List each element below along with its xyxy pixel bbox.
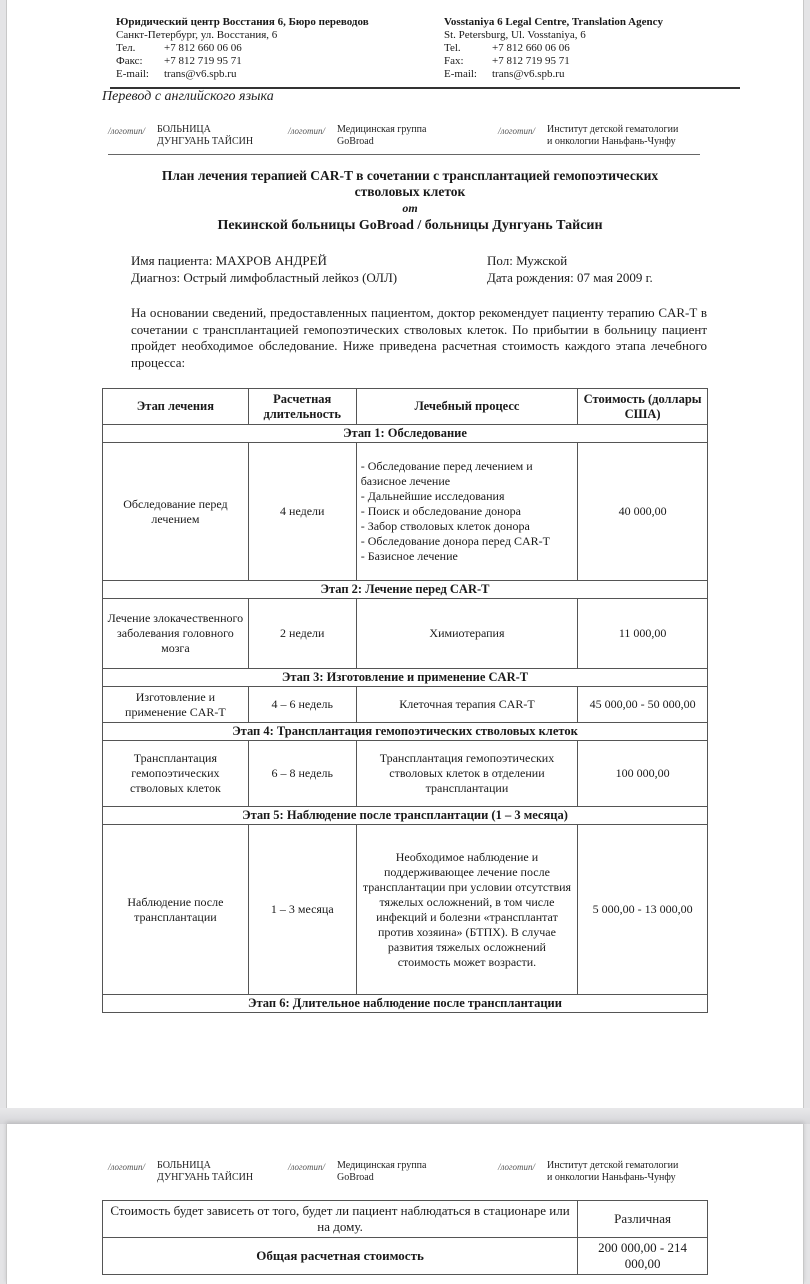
phase-cell: Обследование перед лечением xyxy=(103,443,249,581)
logo-placeholder: /логотип/ xyxy=(108,126,146,136)
logo-gobroad xyxy=(288,1160,426,1184)
tel-value: +7 812 660 06 06 xyxy=(492,42,570,54)
cost-note: Стоимость будет зависеть от того, будет ли пациент наблюдаться в стационаре или на дому. xyxy=(103,1201,578,1238)
table-row xyxy=(103,825,708,995)
patient-birth-date: Дата рождения: 07 мая 2009 г. xyxy=(487,270,653,285)
tel-label: Tel. xyxy=(444,42,461,54)
fax-value: +7 812 719 95 71 xyxy=(164,55,242,67)
intro-paragraph: На основании сведений, предоставленных пациентом, доктор рекомендует пациенту терапию CAR-T в сочетании с трансплантацией гемопоэтических стволовых клеток. По прибытии в больницу пациент пройдет необходимое обследование. Ниже приведена расчетная стоимость каждого этапа лечебного процесса: xyxy=(131,305,707,370)
email-label: E-mail: xyxy=(444,68,477,80)
treatment-plan-table xyxy=(102,388,708,1013)
page-separator xyxy=(0,1108,810,1124)
cost-cell: 5 000,00 - 13 000,00 xyxy=(578,825,708,995)
header-phase: Этап лечения xyxy=(103,389,249,425)
process-item: - Поиск и обследование донора xyxy=(360,504,521,518)
total-label: Общая расчетная стоимость xyxy=(103,1238,578,1275)
stage-title: Этап 4: Трансплантация гемопоэтических стволовых клеток xyxy=(103,723,708,741)
process-cell: Клеточная терапия CAR-T xyxy=(356,687,578,723)
logo-name: и онкологии Наньфань-Чунфу xyxy=(547,136,676,147)
patient-info xyxy=(131,252,711,286)
letterhead-en xyxy=(444,16,744,81)
process-item: - Обследование перед лечением и базисное лечение xyxy=(360,459,533,488)
document-title xyxy=(110,168,710,235)
logo-dongguan xyxy=(108,124,253,148)
table-row xyxy=(103,443,708,581)
table-row xyxy=(103,1238,708,1275)
agency-title-ru: Юридический центр Восстания 6, Бюро переводов xyxy=(116,16,369,28)
address-ru: Санкт-Петербург, ул. Восстания, 6 xyxy=(116,29,278,41)
logo-name: БОЛЬНИЦА xyxy=(157,1160,211,1171)
stage-row xyxy=(103,723,708,741)
logo-name: GoBroad xyxy=(337,1172,374,1183)
header-process: Лечебный процесс xyxy=(356,389,578,425)
translation-note: Перевод с английского языка xyxy=(102,89,274,104)
phase-cell: Лечение злокачественного заболевания головного мозга xyxy=(103,599,249,669)
duration-cell: 1 – 3 месяца xyxy=(248,825,356,995)
logo-name: Институт детской гематологии xyxy=(547,124,679,135)
tel-label: Тел. xyxy=(116,42,136,54)
stage-title: Этап 5: Наблюдение после трансплантации (1 – 3 месяца) xyxy=(103,807,708,825)
logo-name: ДУНГУАНЬ ТАЙСИН xyxy=(157,1172,254,1183)
logo-name: БОЛЬНИЦА xyxy=(157,124,211,135)
duration-cell: 2 недели xyxy=(248,599,356,669)
email-value: trans@v6.spb.ru xyxy=(164,68,237,80)
patient-gender: Пол: Мужской xyxy=(487,253,568,268)
duration-cell: 4 – 6 недель xyxy=(248,687,356,723)
phase-cell: Изготовление и применение CAR-T xyxy=(103,687,249,723)
process-cell: Химиотерапия xyxy=(356,599,578,669)
stage-row xyxy=(103,425,708,443)
logo-bar-page-2 xyxy=(108,1160,700,1194)
process-item: - Забор стволовых клеток донора xyxy=(360,519,530,533)
agency-title-en: Vosstaniya 6 Legal Centre, Translation Agency xyxy=(444,16,663,28)
title-org: Пекинской больницы GoBroad / больницы Дунгуань Тайсин xyxy=(217,218,603,233)
logo-name: Медицинская группа xyxy=(337,1160,427,1171)
title-line: стволовых клеток xyxy=(354,184,466,199)
process-item: - Базисное лечение xyxy=(360,549,458,563)
fax-label: Fax: xyxy=(444,55,464,67)
table-row xyxy=(103,741,708,807)
process-item: - Дальнейшие исследования xyxy=(360,489,505,503)
table-row xyxy=(103,687,708,723)
logo-placeholder: /логотип/ xyxy=(498,1162,536,1172)
letterhead-ru xyxy=(116,16,436,81)
process-cell: Необходимое наблюдение и поддерживающее лечение после трансплантации при условии отсутствия тяжелых осложнений, в том числе инфекций и болезни «трансплантат против хозяина» (БТПХ). В случае развития тяжелых осложнений стоимость может возрасти. xyxy=(356,825,578,995)
logo-name: Медицинская группа xyxy=(337,124,427,135)
duration-cell: 6 – 8 недель xyxy=(248,741,356,807)
logo-placeholder: /логотип/ xyxy=(498,126,536,136)
email-value: trans@v6.spb.ru xyxy=(492,68,565,80)
logo-institute xyxy=(498,124,678,148)
title-line: План лечения терапией CAR-T в сочетании с трансплантацией гемопоэтических xyxy=(161,168,659,183)
process-cell xyxy=(356,443,578,581)
logo-dongguan xyxy=(108,1160,253,1184)
table-row xyxy=(103,1201,708,1238)
logo-placeholder: /логотип/ xyxy=(108,1162,146,1172)
phase-cell: Наблюдение после трансплантации xyxy=(103,825,249,995)
logo-bar-divider xyxy=(108,154,700,155)
stage-row xyxy=(103,807,708,825)
process-item: - Обследование донора перед CAR-T xyxy=(360,534,550,548)
logo-name: ДУНГУАНЬ ТАЙСИН xyxy=(157,136,254,147)
stage-title: Этап 6: Длительное наблюдение после трансплантации xyxy=(103,995,708,1013)
logo-placeholder: /логотип/ xyxy=(288,126,326,136)
patient-name: Имя пациента: МАХРОВ АНДРЕЙ xyxy=(131,253,327,268)
stage-row xyxy=(103,995,708,1013)
process-cell: Трансплантация гемопоэтических стволовых клеток в отделении трансплантации xyxy=(356,741,578,807)
patient-diagnosis: Диагноз: Острый лимфобластный лейкоз (ОЛЛ) xyxy=(131,270,398,285)
stage-row xyxy=(103,581,708,599)
cost-cell: 100 000,00 xyxy=(578,741,708,807)
phase-cell: Трансплантация гемопоэтических стволовых клеток xyxy=(103,741,249,807)
stage-title: Этап 1: Обследование xyxy=(103,425,708,443)
cost-cell: 11 000,00 xyxy=(578,599,708,669)
cost-cell: 40 000,00 xyxy=(578,443,708,581)
tel-value: +7 812 660 06 06 xyxy=(164,42,242,54)
table-row xyxy=(103,599,708,669)
fax-value: +7 812 719 95 71 xyxy=(492,55,570,67)
logo-gobroad xyxy=(288,124,426,148)
cost-note-value: Различная xyxy=(578,1201,708,1238)
cost-cell: 45 000,00 - 50 000,00 xyxy=(578,687,708,723)
duration-cell: 4 недели xyxy=(248,443,356,581)
logo-bar xyxy=(108,124,700,158)
total-cost-table xyxy=(102,1200,708,1275)
fax-label: Факс: xyxy=(116,55,143,67)
stage-row xyxy=(103,669,708,687)
logo-name: GoBroad xyxy=(337,136,374,147)
logo-name: и онкологии Наньфань-Чунфу xyxy=(547,1172,676,1183)
table-header-row xyxy=(103,389,708,425)
address-en: St. Petersburg, Ul. Vosstaniya, 6 xyxy=(444,29,586,41)
logo-placeholder: /логотип/ xyxy=(288,1162,326,1172)
total-value: 200 000,00 - 214 000,00 xyxy=(578,1238,708,1275)
stage-title: Этап 2: Лечение перед CAR-T xyxy=(103,581,708,599)
email-label: E-mail: xyxy=(116,68,149,80)
title-from: от xyxy=(402,201,418,215)
header-cost: Стоимость (доллары США) xyxy=(578,389,708,425)
header-duration: Расчетная длительность xyxy=(248,389,356,425)
logo-institute xyxy=(498,1160,678,1184)
stage-title: Этап 3: Изготовление и применение CAR-T xyxy=(103,669,708,687)
logo-name: Институт детской гематологии xyxy=(547,1160,679,1171)
